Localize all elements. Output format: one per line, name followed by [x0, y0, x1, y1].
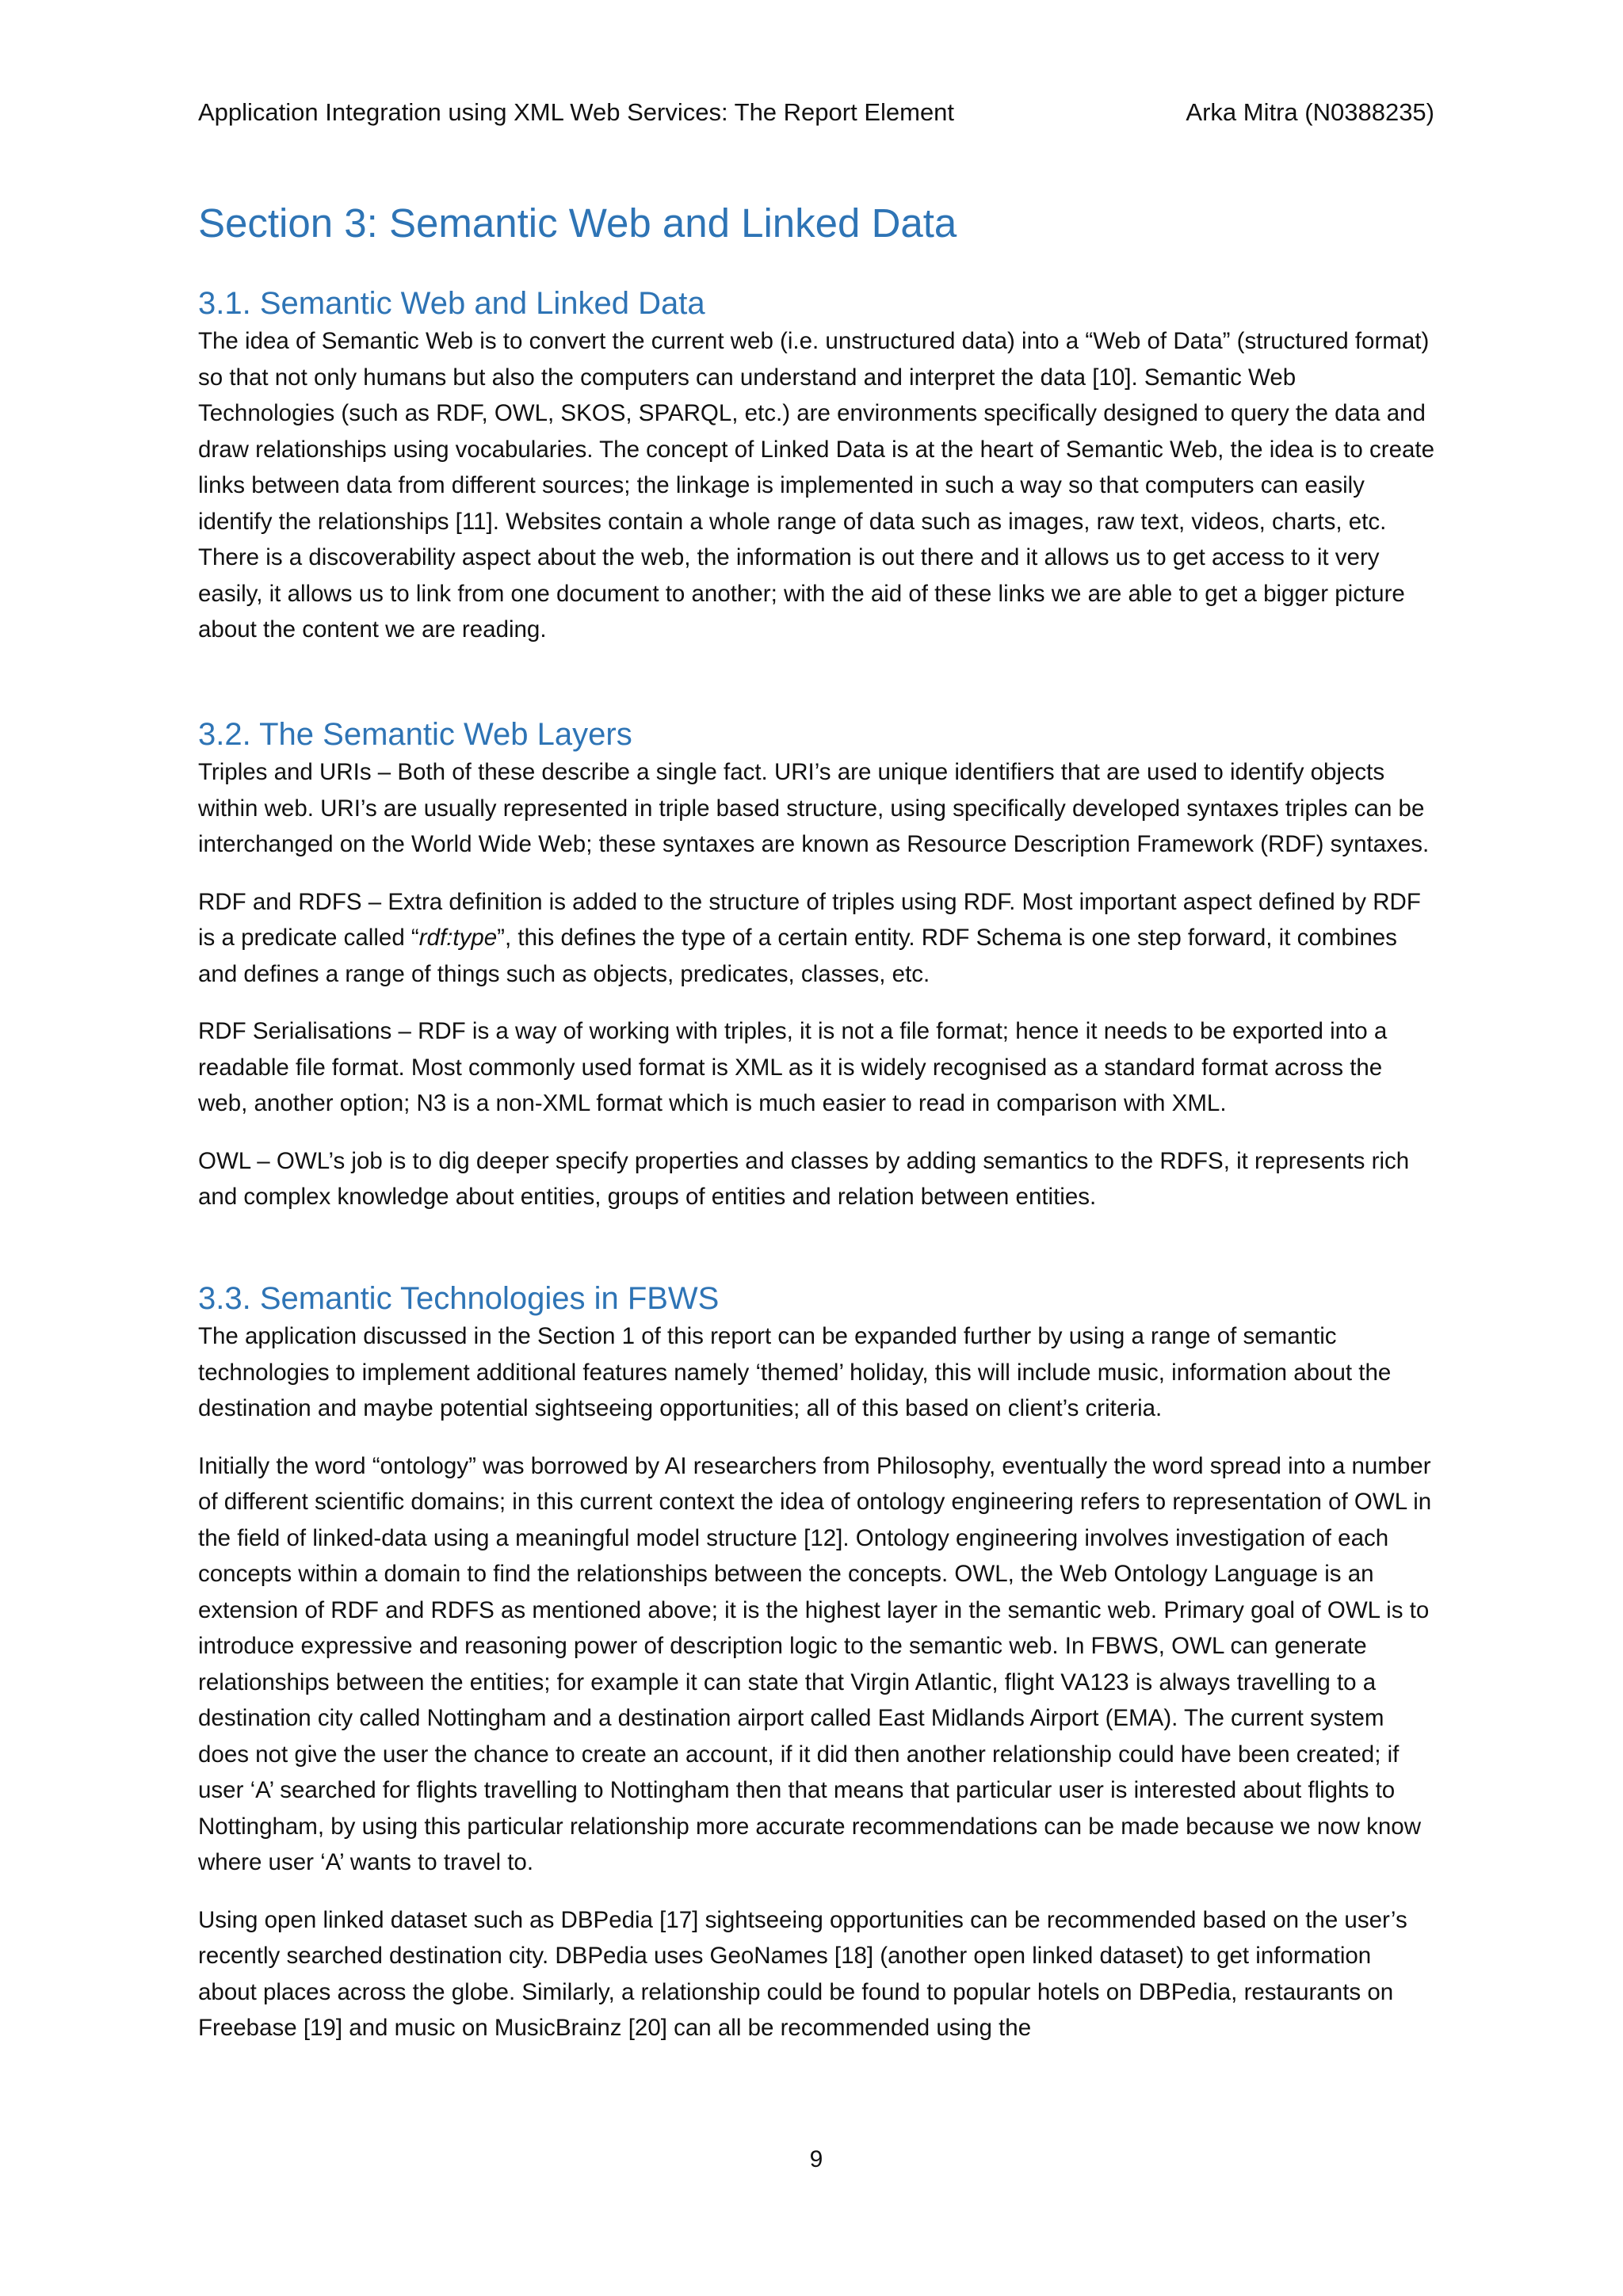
- section-3-1-heading: 3.1. Semantic Web and Linked Data: [198, 286, 705, 321]
- section-3-3-paragraph-3: Using open linked dataset such as DBPedia [17] sightseeing opportunities can be recommended based on the user’s recently searched destination city. DBPedia uses GeoNames [18] (another open linked dataset) to get information about places across the globe. Similarly, a relationship could be found to popular hotels on DBPedia, restaurants on Freebase [19] and music on MusicBrainz [20] can all be recommended using the: [198, 1906, 1407, 2041]
- header-document-title: Application Integration using XML Web Services: The Report Element: [198, 98, 955, 126]
- section-3-1-paragraph-1: The idea of Semantic Web is to convert the current web (i.e. unstructured data) into a “Web of Data” (structured format) so that not only humans but also the computers can understand and interpret the data [10]. Semantic Web Technologies (such as RDF, OWL, SKOS, SPARQL, etc.) are environments specifically designed to query the data and draw relationships using vocabularies. The concept of Linked Data is at the heart of Semantic Web, the idea is to create links between data from different sources; the linkage is implemented in such a way so that computers can easily identify the relationships [11]. Websites contain a whole range of data such as images, raw text, videos, charts, etc. There is a discoverability aspect about the web, the information is out there and it allows us to get access to it very easily, it allows us to link from one document to another; with the aid of these links we are able to get a bigger picture about the content we are reading.: [198, 328, 1435, 643]
- section-3-2-paragraph-4: OWL – OWL’s job is to dig deeper specify properties and classes by adding semantics to the RDFS, it represents rich and complex knowledge about entities, groups of entities and relation between entities.: [198, 1147, 1410, 1210]
- section-3-3-paragraph-2: Initially the word “ontology” was borrowed by AI researchers from Philosophy, eventually the word spread into a number of different scientific domains; in this current context the idea of ontology engineering refers to representation of OWL in the field of linked-data using a meaningful model structure [12]. Ontology engineering involves investigation of each concepts within a domain to find the relationships between the concepts. OWL, the Web Ontology Language is an extension of RDF and RDFS as mentioned above; it is the highest layer in the semantic web. Primary goal of OWL is to introduce expressive and reasoning power of description logic to the semantic web. In FBWS, OWL can generate relationships between the entities; for example it can state that Virgin Atlantic, flight VA123 is always travelling to a destination city called Nottingham and a destination airport called East Midlands Airport (EMA). The current system does not give the user the chance to create an account, if it did then another relationship could have been created; if user ‘A’ searched for flights travelling to Nottingham then that means that particular user is interested about flights to Nottingham, by using this particular relationship more accurate recommendations can be made because we now know where user ‘A’ wants to travel to.: [198, 1452, 1432, 1875]
- section-title: Section 3: Semantic Web and Linked Data: [198, 200, 957, 246]
- section-3-2-heading: 3.2. The Semantic Web Layers: [198, 717, 632, 752]
- section-3-2: [198, 715, 1434, 1215]
- section-3-3: [198, 1279, 1434, 2046]
- section-3-2-paragraph-1: Triples and URIs – Both of these describe a single fact. URI’s are unique identifiers that are used to identify objects within web. URI’s are usually represented in triple based structure, using specifically developed syntaxes triples can be interchanged on the World Wide Web; these syntaxes are known as Resource Description Framework (RDF) syntaxes.: [198, 759, 1430, 857]
- section-3-1: [198, 284, 1434, 648]
- paragraph-text: ”, this defines the type of a certain entity. RDF Schema is one step forward, it combines and defines a range of things such as objects, predicates, classes, etc.: [198, 925, 1397, 987]
- section-3-2-paragraph-3: RDF Serialisations – RDF is a way of working with triples, it is not a file format; hence it needs to be exported into a readable file format. Most commonly used format is XML as it is widely recognised as a standard format across the web, another option; N3 is a non-XML format which is much easier to read in comparison with XML.: [198, 1018, 1388, 1116]
- paragraph-text: RDF and RDFS – Extra definition is added to the structure of triples using RDF. Most important aspect defined by RDF is a predicate called “: [198, 888, 1421, 951]
- rdf-type-term: rdf:type: [418, 925, 498, 951]
- header-author: Arka Mitra (N0388235): [1186, 98, 1434, 126]
- page-number: 9: [809, 2146, 823, 2172]
- section-3-2-paragraph-2: [198, 884, 1434, 993]
- section-3-3-paragraph-1: The application discussed in the Section 1 of this report can be expanded further by using a range of semantic technologies to implement additional features namely ‘themed’ holiday, this will include music, information about the destination and maybe potential sightseeing opportunities; all of this based on client’s criteria.: [198, 1323, 1392, 1421]
- section-3-3-heading: 3.3. Semantic Technologies in FBWS: [198, 1281, 720, 1316]
- running-header: [198, 97, 1434, 128]
